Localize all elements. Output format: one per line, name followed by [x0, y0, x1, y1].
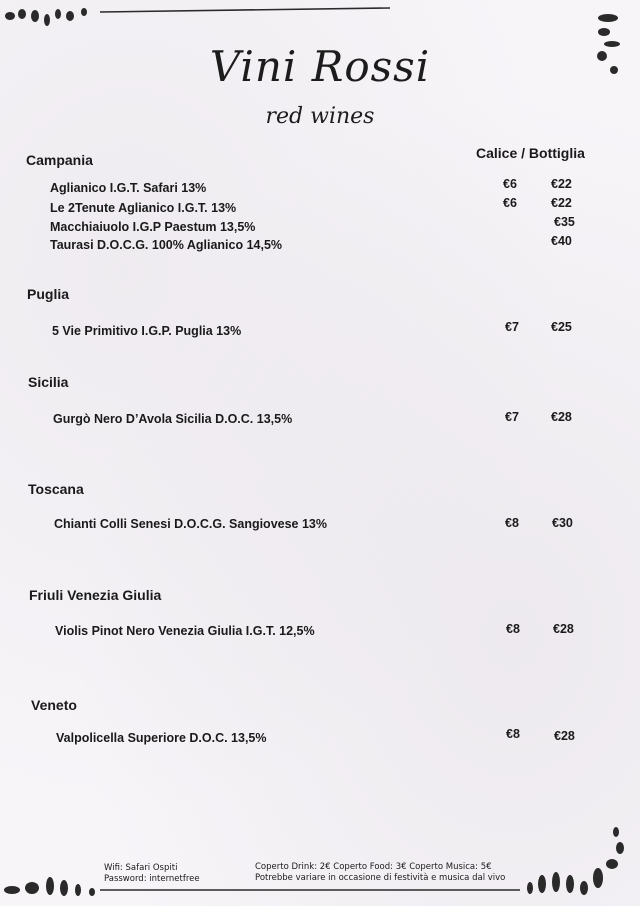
- region-sicilia: Sicilia: [28, 374, 69, 390]
- menu-subtitle: red wines: [265, 104, 375, 129]
- wine-item: Gurgò Nero D’Avola Sicilia D.O.C. 13,5%: [53, 412, 293, 426]
- wine-item: Aglianico I.G.T. Safari 13%: [50, 181, 207, 195]
- price-calice: €8: [506, 727, 520, 741]
- price-bottiglia: €25: [551, 320, 572, 334]
- wine-item: Chianti Colli Senesi D.O.C.G. Sangiovese 13%: [54, 517, 327, 531]
- wine-item: Macchiaiuolo I.G.P Paestum 13,5%: [50, 220, 256, 234]
- bottom-left-decoration: [0, 866, 110, 906]
- price-calice: €6: [503, 196, 517, 210]
- price-calice: €8: [505, 516, 519, 530]
- price-bottiglia: €28: [551, 410, 572, 424]
- cover-charges: [255, 862, 505, 884]
- price-bottiglia: €22: [551, 196, 572, 210]
- wine-item: 5 Vie Primitivo I.G.P. Puglia 13%: [52, 324, 242, 338]
- menu-title: Vini Rossi: [209, 42, 431, 91]
- price-calice: €7: [505, 410, 519, 424]
- region-campania: Campania: [26, 152, 93, 168]
- price-bottiglia: €28: [553, 622, 574, 636]
- wine-item: Valpolicella Superiore D.O.C. 13,5%: [56, 731, 267, 745]
- price-calice: €7: [505, 320, 519, 334]
- price-bottiglia: €28: [554, 729, 575, 743]
- wifi-info: [104, 863, 200, 885]
- wine-item: Violis Pinot Nero Venezia Giulia I.G.T. 12,5%: [55, 624, 315, 638]
- wifi-password: Password: internetfree: [104, 874, 200, 884]
- region-veneto: Veneto: [31, 697, 77, 713]
- region-friuli-venezia-giulia: Friuli Venezia Giulia: [29, 587, 162, 603]
- wine-item: Le 2Tenute Aglianico I.G.T. 13%: [50, 201, 237, 215]
- wine-item: Taurasi D.O.C.G. 100% Aglianico 14,5%: [50, 238, 283, 252]
- price-bottiglia: €30: [552, 516, 573, 530]
- region-puglia: Puglia: [27, 286, 70, 302]
- wifi-name: Wifi: Safari Ospiti: [104, 863, 178, 873]
- price-bottiglia: €40: [551, 234, 572, 248]
- price-column-header: Calice / Bottiglia: [476, 145, 585, 161]
- bottom-right-decoration: [520, 818, 640, 906]
- price-calice: €8: [506, 622, 520, 636]
- region-toscana: Toscana: [28, 481, 84, 497]
- price-calice: €6: [503, 177, 517, 191]
- price-bottiglia: €22: [551, 177, 572, 191]
- cover-charges-note: Potrebbe variare in occasione di festività e musica dal vivo: [255, 873, 506, 883]
- cover-charges-list: Coperto Drink: 2€ Coperto Food: 3€ Coperto Musica: 5€: [255, 862, 492, 872]
- price-bottiglia: €35: [554, 215, 575, 229]
- top-left-decoration: [0, 0, 400, 40]
